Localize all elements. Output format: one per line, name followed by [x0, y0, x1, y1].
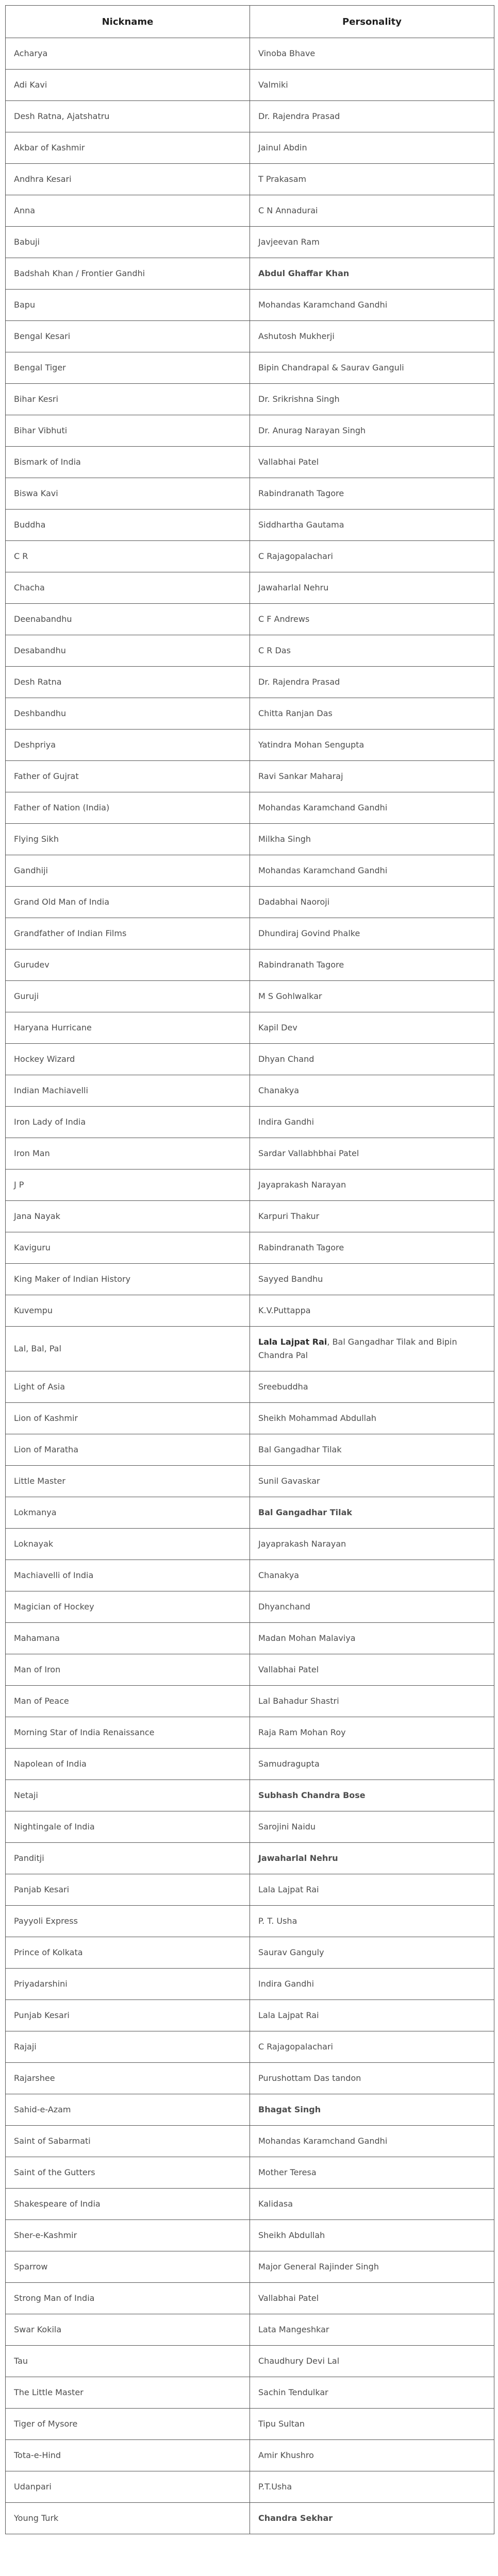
personality-cell: Raja Ram Mohan Roy [250, 1717, 494, 1749]
personality-cell: Vallabhai Patel [250, 1654, 494, 1686]
nickname-cell: Chacha [6, 572, 250, 604]
nickname-cell: Machiavelli of India [6, 1560, 250, 1591]
table-row [6, 950, 494, 981]
table-row [6, 1843, 494, 1874]
table-row [6, 2471, 494, 2503]
personality-cell: Samudragupta [250, 1749, 494, 1780]
nickname-cell: Light of Asia [6, 1371, 250, 1403]
personality-cell: C F Andrews [250, 604, 494, 635]
personality-cell: Chanakya [250, 1560, 494, 1591]
table-row [6, 918, 494, 950]
nickname-cell: Kuvempu [6, 1295, 250, 1327]
table-row [6, 2031, 494, 2063]
table-row [6, 1906, 494, 1937]
personality-cell: Sarojini Naidu [250, 1811, 494, 1843]
nickname-cell: Badshah Khan / Frontier Gandhi [6, 258, 250, 290]
nickname-cell: Iron Lady of India [6, 1107, 250, 1138]
table-row [6, 1012, 494, 1044]
personality-cell: Lal Bahadur Shastri [250, 1686, 494, 1717]
personality-cell: Jawaharlal Nehru [250, 1843, 494, 1874]
nickname-cell: Man of Iron [6, 1654, 250, 1686]
table-row [6, 541, 494, 572]
nickname-cell: Man of Peace [6, 1686, 250, 1717]
header-personality: Personality [250, 6, 494, 38]
personality-cell: Major General Rajinder Singh [250, 2251, 494, 2283]
table-row [6, 667, 494, 698]
personality-cell: Sunil Gavaskar [250, 1466, 494, 1497]
personality-cell: Madan Mohan Malaviya [250, 1623, 494, 1654]
nickname-cell: Lion of Maratha [6, 1434, 250, 1466]
header-nickname: Nickname [6, 6, 250, 38]
table-row [6, 2251, 494, 2283]
table-row [6, 2503, 494, 2534]
table-row [6, 761, 494, 792]
personality-cell: Sheikh Abdullah [250, 2220, 494, 2251]
table-row [6, 227, 494, 258]
personality-cell: Bipin Chandrapal & Saurav Ganguli [250, 352, 494, 384]
table-row [6, 132, 494, 164]
personality-cell: Jainul Abdin [250, 132, 494, 164]
table-row [6, 698, 494, 730]
personality-cell: Rabindranath Tagore [250, 478, 494, 510]
personality-cell: Indira Gandhi [250, 1969, 494, 2000]
nickname-cell: Hockey Wizard [6, 1044, 250, 1075]
table-row [6, 635, 494, 667]
personality-cell: Chitta Ranjan Das [250, 698, 494, 730]
table-row [6, 447, 494, 478]
table-row [6, 1937, 494, 1969]
nickname-cell: Loknayak [6, 1529, 250, 1560]
personality-cell: Dr. Srikrishna Singh [250, 384, 494, 415]
nickname-cell: Tiger of Mysore [6, 2409, 250, 2440]
table-row [6, 887, 494, 918]
table-row [6, 2314, 494, 2346]
table-row [6, 2157, 494, 2189]
table-row [6, 2189, 494, 2220]
table-row [6, 1107, 494, 1138]
nickname-cell: King Maker of Indian History [6, 1264, 250, 1295]
table-row [6, 1874, 494, 1906]
nickname-cell: Rajarshee [6, 2063, 250, 2094]
nickname-cell: Bengal Tiger [6, 352, 250, 384]
nickname-cell: Lal, Bal, Pal [6, 1327, 250, 1371]
nickname-cell: C R [6, 541, 250, 572]
personality-cell: Abdul Ghaffar Khan [250, 258, 494, 290]
personality-cell: Milkha Singh [250, 824, 494, 855]
nickname-cell: Gandhiji [6, 855, 250, 887]
personality-cell: Chaudhury Devi Lal [250, 2346, 494, 2377]
personality-name-rest: , Bal Gangadhar Tilak and Bipin Chandra Pal [258, 1337, 457, 1360]
table-row [6, 70, 494, 101]
nickname-cell: Sahid-e-Azam [6, 2094, 250, 2126]
nickname-cell: Father of Nation (India) [6, 792, 250, 824]
nickname-cell: Sher-e-Kashmir [6, 2220, 250, 2251]
nickname-cell: Shakespeare of India [6, 2189, 250, 2220]
nickname-cell: Jana Nayak [6, 1201, 250, 1232]
nickname-cell: Anna [6, 195, 250, 227]
table-row [6, 415, 494, 447]
nickname-cell: Deshbandhu [6, 698, 250, 730]
nickname-cell: Father of Gujrat [6, 761, 250, 792]
personality-cell: Kalidasa [250, 2189, 494, 2220]
personality-cell: Sardar Vallabhbhai Patel [250, 1138, 494, 1170]
personality-cell: Ravi Sankar Maharaj [250, 761, 494, 792]
personality-cell: Vinoba Bhave [250, 38, 494, 70]
table-row [6, 2346, 494, 2377]
personality-cell: Dr. Rajendra Prasad [250, 667, 494, 698]
nickname-cell: The Little Master [6, 2377, 250, 2409]
table-row [6, 855, 494, 887]
table-row [6, 2126, 494, 2157]
table-row [6, 1466, 494, 1497]
personality-cell: Sreebuddha [250, 1371, 494, 1403]
personality-cell: Dhyanchand [250, 1591, 494, 1623]
nickname-cell: Panditji [6, 1843, 250, 1874]
personality-cell: Vallabhai Patel [250, 2283, 494, 2314]
table-row [6, 1686, 494, 1717]
personality-cell: Siddhartha Gautama [250, 510, 494, 541]
nickname-cell: Bihar Kesri [6, 384, 250, 415]
nickname-cell: Mahamana [6, 1623, 250, 1654]
personality-cell: Lata Mangeshkar [250, 2314, 494, 2346]
nickname-cell: Payyoli Express [6, 1906, 250, 1937]
personality-cell: Mohandas Karamchand Gandhi [250, 855, 494, 887]
table-row [6, 101, 494, 132]
nickname-cell: Priyadarshini [6, 1969, 250, 2000]
table-row [6, 1717, 494, 1749]
personality-cell: C R Das [250, 635, 494, 667]
personality-cell: Indira Gandhi [250, 1107, 494, 1138]
nickname-cell: Saint of Sabarmati [6, 2126, 250, 2157]
personality-cell: Lala Lajpat Rai [250, 2000, 494, 2031]
nickname-cell: Strong Man of India [6, 2283, 250, 2314]
table-row [6, 352, 494, 384]
table-row [6, 38, 494, 70]
table-row [6, 2094, 494, 2126]
personality-cell: Dr. Anurag Narayan Singh [250, 415, 494, 447]
nickname-cell: Grand Old Man of India [6, 887, 250, 918]
table-row [6, 1075, 494, 1107]
nickname-cell: Biswa Kavi [6, 478, 250, 510]
table-row [6, 2063, 494, 2094]
personality-cell: C Rajagopalachari [250, 541, 494, 572]
nickname-cell: Babuji [6, 227, 250, 258]
table-row [6, 164, 494, 195]
table-row [6, 824, 494, 855]
nickname-cell: Grandfather of Indian Films [6, 918, 250, 950]
table-row [6, 981, 494, 1012]
table-row [6, 1201, 494, 1232]
table-row [6, 1138, 494, 1170]
table-row [6, 2283, 494, 2314]
personality-cell: Sayyed Bandhu [250, 1264, 494, 1295]
nickname-cell: Punjab Kesari [6, 2000, 250, 2031]
personality-cell: Vallabhai Patel [250, 447, 494, 478]
nickname-cell: Bapu [6, 290, 250, 321]
table-row [6, 510, 494, 541]
table-header-row [6, 6, 494, 38]
nickname-cell: Desh Ratna [6, 667, 250, 698]
table-row [6, 290, 494, 321]
table-row [6, 1232, 494, 1264]
personality-cell: Chanakya [250, 1075, 494, 1107]
personality-name-bold: Lala Lajpat Rai [258, 1337, 327, 1347]
table-row [6, 1560, 494, 1591]
nickname-cell: Buddha [6, 510, 250, 541]
table-row [6, 1591, 494, 1623]
nickname-cell: Guruji [6, 981, 250, 1012]
personality-cell: C Rajagopalachari [250, 2031, 494, 2063]
personality-cell: Bal Gangadhar Tilak [250, 1497, 494, 1529]
table-row [6, 792, 494, 824]
personality-cell: Javjeevan Ram [250, 227, 494, 258]
personality-cell: P. T. Usha [250, 1906, 494, 1937]
personality-cell: Kapil Dev [250, 1012, 494, 1044]
nickname-cell: Desh Ratna, Ajatshatru [6, 101, 250, 132]
personality-cell: Karpuri Thakur [250, 1201, 494, 1232]
nickname-cell: Lion of Kashmir [6, 1403, 250, 1434]
table-row [6, 572, 494, 604]
table-row [6, 1811, 494, 1843]
table-row [6, 195, 494, 227]
table-row [6, 604, 494, 635]
table-row [6, 1170, 494, 1201]
table-row [6, 321, 494, 352]
table-row [6, 730, 494, 761]
table-row [6, 2440, 494, 2471]
personality-cell: Rabindranath Tagore [250, 950, 494, 981]
nickname-cell: Indian Machiavelli [6, 1075, 250, 1107]
personality-cell: P.T.Usha [250, 2471, 494, 2503]
personality-cell: C N Annadurai [250, 195, 494, 227]
personality-cell: K.V.Puttappa [250, 1295, 494, 1327]
nickname-cell: Desabandhu [6, 635, 250, 667]
personality-cell: Dr. Rajendra Prasad [250, 101, 494, 132]
personality-cell: Subhash Chandra Bose [250, 1780, 494, 1811]
personality-cell: Jayaprakash Narayan [250, 1529, 494, 1560]
nickname-cell: Lokmanya [6, 1497, 250, 1529]
personality-cell: Mohandas Karamchand Gandhi [250, 290, 494, 321]
personality-cell: Valmiki [250, 70, 494, 101]
table-row [6, 1264, 494, 1295]
table-row [6, 2409, 494, 2440]
personality-cell: Bhagat Singh [250, 2094, 494, 2126]
personality-cell: Mohandas Karamchand Gandhi [250, 2126, 494, 2157]
nickname-cell: J P [6, 1170, 250, 1201]
personality-cell: Chandra Sekhar [250, 2503, 494, 2534]
personality-cell: Dhundiraj Govind Phalke [250, 918, 494, 950]
nickname-cell: Kaviguru [6, 1232, 250, 1264]
table-row [6, 1654, 494, 1686]
table-row [6, 2220, 494, 2251]
nickname-cell: Deshpriya [6, 730, 250, 761]
personality-cell: M S Gohlwalkar [250, 981, 494, 1012]
table-row [6, 1497, 494, 1529]
personality-cell: Amir Khushro [250, 2440, 494, 2471]
personality-cell: Sheikh Mohammad Abdullah [250, 1403, 494, 1434]
nickname-cell: Prince of Kolkata [6, 1937, 250, 1969]
personality-cell: Dadabhai Naoroji [250, 887, 494, 918]
nickname-cell: Tau [6, 2346, 250, 2377]
table-row [6, 1434, 494, 1466]
personality-cell: Dhyan Chand [250, 1044, 494, 1075]
nickname-cell: Young Turk [6, 2503, 250, 2534]
nickname-cell: Bihar Vibhuti [6, 415, 250, 447]
nickname-cell: Flying Sikh [6, 824, 250, 855]
nicknames-table [5, 5, 494, 2534]
nickname-cell: Magician of Hockey [6, 1591, 250, 1623]
personality-cell: Jawaharlal Nehru [250, 572, 494, 604]
personality-cell [250, 1327, 494, 1371]
nickname-cell: Andhra Kesari [6, 164, 250, 195]
nickname-cell: Tota-e-Hind [6, 2440, 250, 2471]
personality-cell: Sachin Tendulkar [250, 2377, 494, 2409]
nickname-cell: Morning Star of India Renaissance [6, 1717, 250, 1749]
table-row [6, 1327, 494, 1371]
nickname-cell: Bismark of India [6, 447, 250, 478]
nickname-cell: Adi Kavi [6, 70, 250, 101]
table-body [6, 38, 494, 2534]
nickname-cell: Akbar of Kashmir [6, 132, 250, 164]
nickname-cell: Sparrow [6, 2251, 250, 2283]
nickname-cell: Haryana Hurricane [6, 1012, 250, 1044]
table-row [6, 1623, 494, 1654]
table-row [6, 2377, 494, 2409]
nickname-cell: Nightingale of India [6, 1811, 250, 1843]
nickname-cell: Rajaji [6, 2031, 250, 2063]
personality-cell: Mohandas Karamchand Gandhi [250, 792, 494, 824]
nickname-cell: Panjab Kesari [6, 1874, 250, 1906]
nickname-cell: Bengal Kesari [6, 321, 250, 352]
table-row [6, 1403, 494, 1434]
table-row [6, 1371, 494, 1403]
nickname-cell: Gurudev [6, 950, 250, 981]
personality-cell: Ashutosh Mukherji [250, 321, 494, 352]
personality-cell: T Prakasam [250, 164, 494, 195]
personality-cell: Rabindranath Tagore [250, 1232, 494, 1264]
personality-cell: Bal Gangadhar Tilak [250, 1434, 494, 1466]
nickname-cell: Netaji [6, 1780, 250, 1811]
table-row [6, 1295, 494, 1327]
personality-cell: Tipu Sultan [250, 2409, 494, 2440]
table-row [6, 258, 494, 290]
nickname-cell: Little Master [6, 1466, 250, 1497]
nickname-cell: Swar Kokila [6, 2314, 250, 2346]
nickname-cell: Udanpari [6, 2471, 250, 2503]
table-row [6, 1780, 494, 1811]
nickname-cell: Acharya [6, 38, 250, 70]
personality-cell: Yatindra Mohan Sengupta [250, 730, 494, 761]
table-row [6, 2000, 494, 2031]
nickname-cell: Napolean of India [6, 1749, 250, 1780]
table-row [6, 384, 494, 415]
personality-cell: Saurav Ganguly [250, 1937, 494, 1969]
nickname-cell: Saint of the Gutters [6, 2157, 250, 2189]
personality-cell: Jayaprakash Narayan [250, 1170, 494, 1201]
nickname-cell: Iron Man [6, 1138, 250, 1170]
table-row [6, 1749, 494, 1780]
table-row [6, 1969, 494, 2000]
personality-cell: Mother Teresa [250, 2157, 494, 2189]
personality-cell: Lala Lajpat Rai [250, 1874, 494, 1906]
table-row [6, 1044, 494, 1075]
nickname-cell: Deenabandhu [6, 604, 250, 635]
personality-cell: Purushottam Das tandon [250, 2063, 494, 2094]
table-row [6, 478, 494, 510]
table-row [6, 1529, 494, 1560]
